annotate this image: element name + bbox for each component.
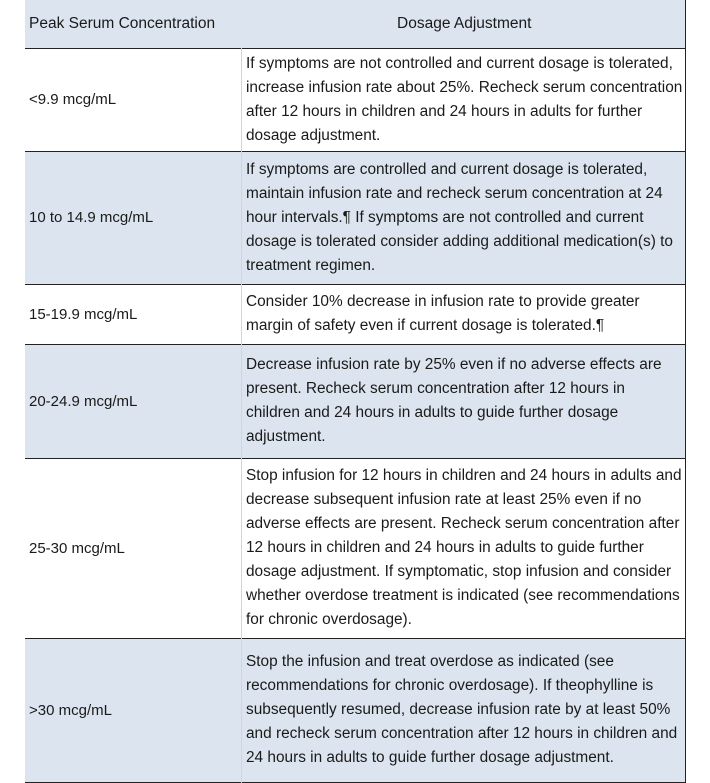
adjustment-cell <box>242 284 686 344</box>
adjustment-text: Stop infusion for 12 hours in children and 24 hours in adults and decrease subsequent infusion rate at least 25% even if no adverse effects are present. Recheck serum concentration after 12 hours in children and 24 hours in adults to guide further dosage adjustment. If symptomatic, stop infusion and consider whether overdose treatment is indicated (see recommendations for chronic overdosage). <box>246 467 682 628</box>
table-row <box>25 638 686 782</box>
table-header-row <box>25 0 686 48</box>
adjustment-cell <box>242 151 686 284</box>
concentration-cell: 25-30 mcg/mL <box>29 539 125 557</box>
adjustment-text: If symptoms are controlled and current dosage is tolerated, maintain infusion rate and recheck serum concentration at 24 hour intervals.¶ If symptoms are not controlled and current dosage is tolerated consider adding additional medication(s) to treatment regimen. <box>246 160 673 274</box>
table-row <box>25 458 686 638</box>
adjustment-cell <box>242 638 686 782</box>
adjustment-text: Decrease infusion rate by 25% even if no adverse effects are present. Recheck serum concentration after 12 hours in children and 24 hours in adults to guide further dosage adjustment. <box>246 356 662 445</box>
adjustment-text: Stop the infusion and treat overdose as indicated (see recommendations for chronic overdosage). If theophylline is subsequently resumed, decrease infusion rate by at least 50% and recheck serum concentration after 12 hours in children and 24 hours in adults to guide further dosage adjustment. <box>246 653 678 766</box>
header-peak-serum-concentration: Peak Serum Concentration <box>29 14 216 32</box>
table-row <box>25 284 686 344</box>
concentration-cell: 10 to 14.9 mcg/mL <box>29 209 154 226</box>
header-dosage-adjustment: Dosage Adjustment <box>242 0 686 48</box>
adjustment-cell <box>242 344 686 458</box>
concentration-cell: <9.9 mcg/mL <box>29 91 117 108</box>
table-row <box>25 344 686 458</box>
adjustment-text: Consider 10% decrease in infusion rate to provide greater margin of safety even if current dosage is tolerated.¶ <box>246 293 640 334</box>
adjustment-cell <box>242 48 686 151</box>
dosage-adjustment-table <box>25 0 686 783</box>
adjustment-cell <box>242 458 686 638</box>
adjustment-text: If symptoms are not controlled and current dosage is tolerated, increase infusion rate about 25%. Recheck serum concentration after 12 hours in children and 24 hours in adults for further dosage adjustment. <box>246 54 683 144</box>
table-row <box>25 151 686 284</box>
concentration-cell: >30 mcg/mL <box>29 701 112 719</box>
concentration-cell: 15-19.9 mcg/mL <box>29 305 138 323</box>
table-row <box>25 48 686 151</box>
concentration-cell: 20-24.9 mcg/mL <box>29 392 138 410</box>
